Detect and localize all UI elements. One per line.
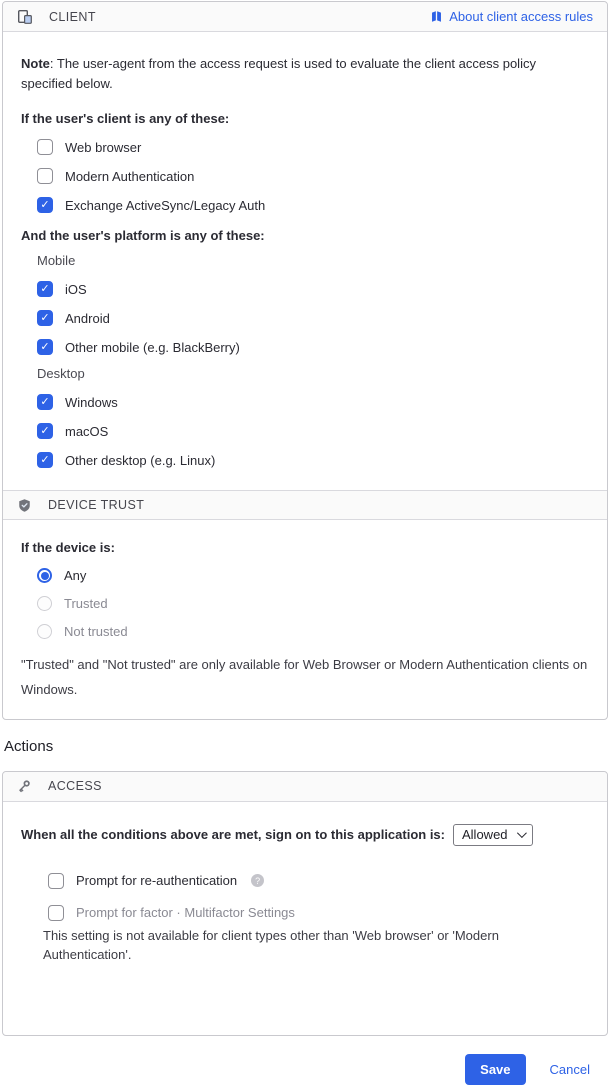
radio-row-trusted (37, 593, 589, 614)
actions-heading: Actions (4, 737, 54, 755)
device-trust-section-title: DEVICE TRUST (48, 498, 145, 512)
about-client-access-rules-link[interactable] (430, 9, 593, 24)
device-trust-section-header (3, 490, 607, 520)
note-label: Note (21, 56, 50, 71)
form-footer (2, 1050, 608, 1085)
access-note: This setting is not available for client types other than 'Web browser' or 'Modern Authentication'. (43, 927, 499, 963)
save-button[interactable]: Save (465, 1054, 525, 1085)
macos-checkbox[interactable] (37, 423, 53, 439)
exchange-activesync-label: Exchange ActiveSync/Legacy Auth (65, 197, 266, 213)
access-section-header (3, 772, 607, 802)
modern-auth-checkbox[interactable] (37, 168, 53, 184)
web-browser-label: Web browser (65, 139, 142, 155)
access-section-body (3, 802, 607, 1035)
info-icon[interactable]: ? (251, 874, 264, 887)
other-mobile-checkbox[interactable] (37, 339, 53, 355)
trusted-label: Trusted (64, 596, 108, 611)
client-section-title: CLIENT (49, 9, 96, 24)
checkbox-row-prompt-factor (48, 902, 589, 924)
shield-check-icon (17, 498, 32, 513)
access-condition-row (21, 824, 589, 846)
exchange-activesync-checkbox[interactable] (37, 197, 53, 213)
ios-label: iOS (65, 281, 87, 297)
note-text: : The user-agent from the access request is used to evaluate the client access policy specified below. (21, 56, 536, 91)
other-desktop-checkbox[interactable] (37, 452, 53, 468)
checkbox-row-modern-auth (37, 165, 589, 187)
access-select-value: Allowed (462, 826, 508, 842)
key-icon (17, 779, 32, 794)
access-section-title: ACCESS (48, 779, 102, 794)
android-label: Android (65, 310, 110, 326)
prompt-reauth-label: Prompt for re-authentication (76, 873, 238, 889)
radio-row-any (37, 565, 589, 586)
not-trusted-radio[interactable] (37, 624, 52, 639)
device-trust-section-body (3, 520, 607, 719)
mobile-group-label: Mobile (37, 253, 76, 268)
ios-checkbox[interactable] (37, 281, 53, 297)
checkbox-row-android (37, 307, 589, 329)
radio-row-not-trusted (37, 621, 589, 642)
client-question: If the user's client is any of these: (21, 111, 230, 126)
book-icon (430, 10, 443, 23)
prompt-reauth-checkbox[interactable] (48, 873, 64, 889)
checkbox-row-macos (37, 420, 589, 442)
client-note (21, 54, 589, 93)
checkbox-row-exchange (37, 194, 589, 216)
modern-auth-label: Modern Authentication (65, 168, 195, 184)
client-section-body (3, 32, 607, 490)
client-section-header (3, 2, 607, 32)
conditions-panel (2, 1, 608, 720)
desktop-group-label: Desktop (37, 366, 85, 381)
windows-checkbox[interactable] (37, 394, 53, 410)
checkbox-row-web-browser (37, 136, 589, 158)
prompt-factor-checkbox[interactable] (48, 905, 64, 921)
macos-label: macOS (65, 423, 109, 439)
prompt-factor-label: Prompt for factor · Multifactor Settings (76, 905, 295, 921)
other-mobile-label: Other mobile (e.g. BlackBerry) (65, 339, 240, 355)
not-trusted-label: Not trusted (64, 624, 128, 639)
checkbox-row-ios (37, 278, 589, 300)
windows-label: Windows (65, 394, 118, 410)
about-link-label: About client access rules (449, 9, 593, 24)
checkbox-row-other-desktop (37, 449, 589, 471)
access-select[interactable] (453, 824, 533, 846)
any-radio[interactable] (37, 568, 52, 583)
platform-question: And the user's platform is any of these: (21, 228, 265, 243)
checkbox-row-other-mobile (37, 336, 589, 358)
devices-icon (17, 9, 33, 25)
any-label: Any (64, 568, 87, 583)
cancel-button[interactable]: Cancel (549, 1061, 590, 1077)
device-trust-note: "Trusted" and "Not trusted" are only available for Web Browser or Modern Authentication clients on Windows. (21, 657, 588, 698)
other-desktop-label: Other desktop (e.g. Linux) (65, 452, 216, 468)
checkbox-row-windows (37, 391, 589, 413)
chevron-down-icon (516, 828, 526, 838)
android-checkbox[interactable] (37, 310, 53, 326)
trusted-radio[interactable] (37, 596, 52, 611)
web-browser-checkbox[interactable] (37, 139, 53, 155)
checkbox-row-reauth (48, 870, 589, 892)
access-condition-text: When all the conditions above are met, sign on to this application is: (21, 827, 445, 843)
access-panel (2, 771, 608, 1036)
device-question: If the device is: (21, 540, 115, 555)
